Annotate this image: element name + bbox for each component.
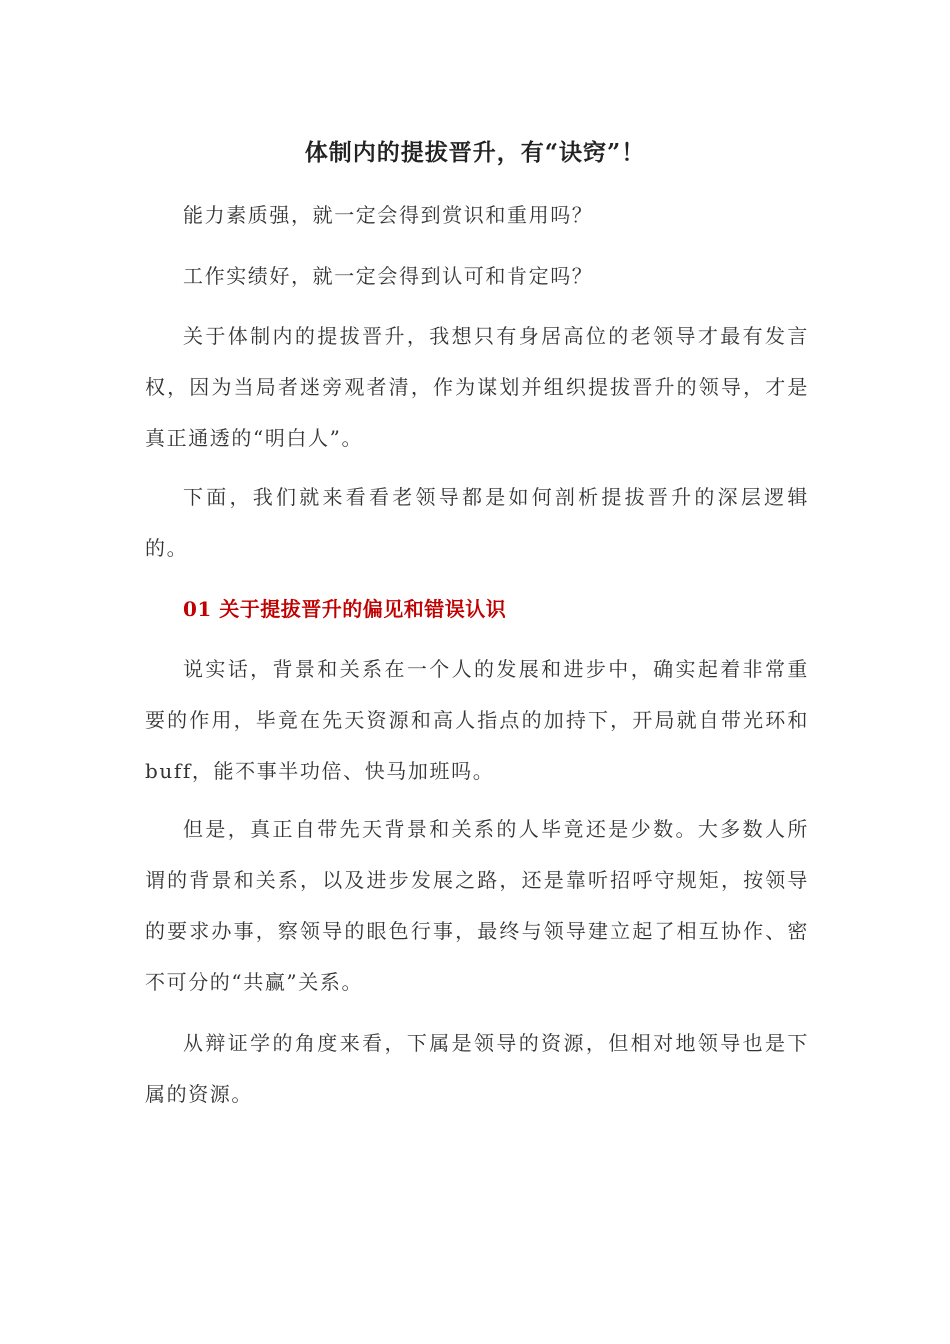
paragraph-4: 下面，我们就来看看老领导都是如何剖析提拔晋升的深层逻辑的。 [145, 485, 809, 560]
paragraph-1: 能力素质强，就一定会得到赏识和重用吗？ [183, 203, 594, 227]
section-heading-01: 01 关于提拔晋升的偏见和错误认识 [183, 597, 507, 621]
section1-paragraph-3: 从辩证学的角度来看，下属是领导的资源，但相对地领导也是下属的资源。 [145, 1031, 809, 1106]
paragraph-3: 关于体制内的提拔晋升，我想只有身居高位的老领导才最有发言权，因为当局者迷旁观者清，作为谋划并组织提拔晋升的领导，才是真正通透的“明白人”。 [145, 324, 809, 450]
section1-paragraph-2: 但是，真正自带先天背景和关系的人毕竟还是少数。大多数人所谓的背景和关系，以及进步发展之路，还是靠听招呼守规矩，按领导的要求办事，察领导的眼色行事，最终与领导建立起了相互协作、密不可分的“共赢”关系。 [145, 817, 809, 994]
section1-paragraph-1: 说实话，背景和关系在一个人的发展和进步中，确实起着非常重要的作用，毕竟在先天资源和高人指点的加持下，开局就自带光环和buff，能不事半功倍、快马加班吗。 [145, 657, 809, 783]
document-title: 体制内的提拔晋升，有“诀窍”！ [304, 139, 646, 166]
paragraph-2: 工作实绩好，就一定会得到认可和肯定吗？ [183, 264, 594, 288]
